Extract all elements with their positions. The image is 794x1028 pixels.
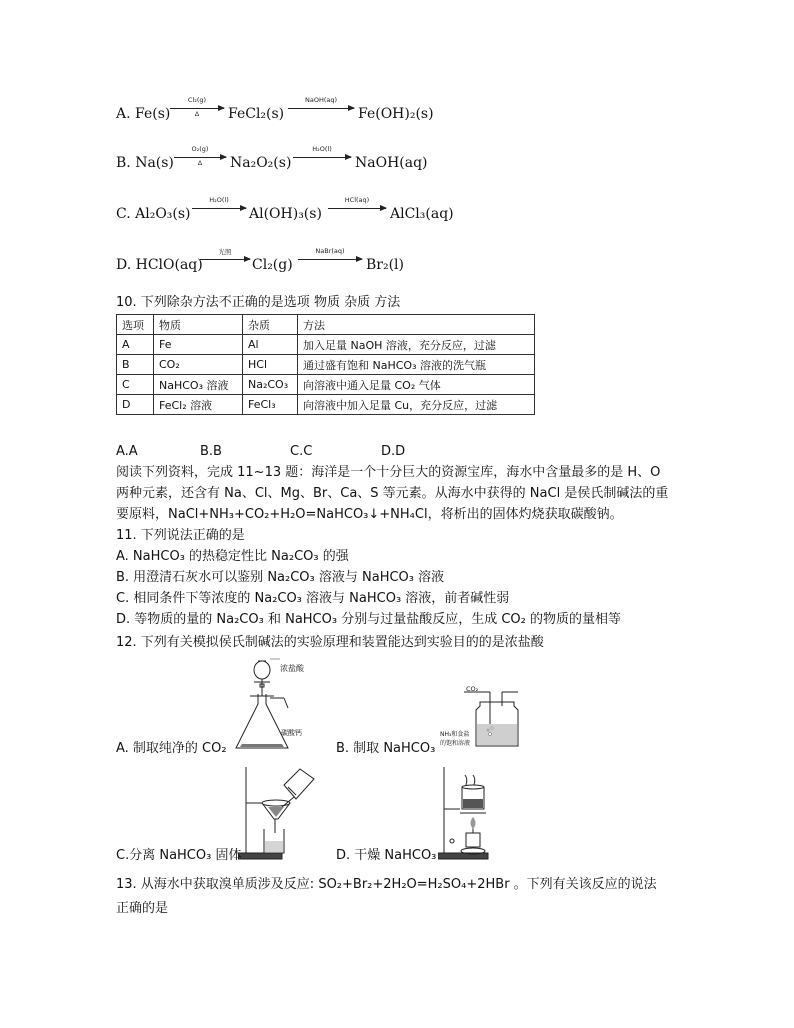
passage-line: 要原料，NaCl+NH₃+CO₂+H₂O=NaHCO₃↓+NH₄Cl，将析出的固体灼烧获取碳酸钠。 <box>116 507 623 522</box>
reaction-arrow <box>170 108 224 109</box>
reaction-arrow <box>192 208 246 209</box>
q12-option-b[interactable]: B. 制取 NaHCO₃ <box>336 741 436 756</box>
q10-table <box>116 314 535 415</box>
reaction-arrow <box>174 157 226 158</box>
product: Fe(OH)₂(s) <box>358 106 434 122</box>
table-cell: 通过盛有饱和 NaHCO₃ 溶液的洗气瓶 <box>298 355 535 375</box>
label-nh3-2: 的饱和溶液 <box>440 740 471 747</box>
choice-b[interactable]: B.B <box>200 444 222 459</box>
condition-second: NaBr(aq) <box>315 247 345 255</box>
reactant: C. Al₂O₃(s) <box>116 206 191 222</box>
table-cell: HCl <box>243 355 298 375</box>
table-header: 杂质 <box>243 315 298 335</box>
choice-d[interactable]: D.D <box>381 444 406 459</box>
table-row <box>117 335 535 355</box>
q13-line: 正确的是 <box>116 901 169 916</box>
passage-line: 阅读下列资料，完成 11~13 题：海洋是一个十分巨大的资源宝库，海水中含量最多的是 H、O <box>116 465 661 480</box>
condition-top: H₂O(l) <box>209 196 229 204</box>
table-cell: Na₂CO₃ <box>243 375 298 395</box>
q11-option-b[interactable]: B. 用澄清石灰水可以鉴别 Na₂CO₃ 溶液与 NaHCO₃ 溶液 <box>116 570 445 585</box>
table-row <box>117 355 535 375</box>
q12-stem: 12. 下列有关模拟侯氏制碱法的实验原理和装置能达到实验目的的是浓盐酸 <box>116 635 544 650</box>
label-hcl: 浓盐酸 <box>280 664 304 673</box>
table-cell: 加入足量 NaOH 溶液，充分反应，过滤 <box>298 335 535 355</box>
table-cell: NaHCO₃ 溶液 <box>154 375 243 395</box>
product: AlCl₃(aq) <box>390 206 454 222</box>
condition-second: HCl(aq) <box>344 196 370 204</box>
table-header-row <box>117 315 535 335</box>
condition-top: 光照 <box>218 248 232 256</box>
table-cell: FeCl₂ 溶液 <box>154 395 243 415</box>
q13-line: 13. 从海水中获取溴单质涉及反应: SO₂+Br₂+2H₂O=H₂SO₄+2HBr 。下列有关该反应的说法 <box>116 877 657 892</box>
q12-option-a[interactable]: A. 制取纯净的 CO₂ <box>116 741 227 756</box>
apparatus-d-heating-icon <box>438 765 498 863</box>
intermediate: Al(OH)₃(s) <box>249 206 322 222</box>
q12-option-c[interactable]: C.分离 NaHCO₃ 固体 <box>116 848 242 863</box>
table-cell: FeCl₃ <box>243 395 298 415</box>
table-cell: A <box>117 335 154 355</box>
condition-top: Cl₂(g) <box>187 96 207 104</box>
reaction-arrow <box>200 259 250 260</box>
condition-top: O₂(g) <box>191 145 209 153</box>
product: Br₂(l) <box>366 257 404 273</box>
table-header: 选项 <box>117 315 154 335</box>
reactant: B. Na(s) <box>116 155 174 171</box>
table-cell: 向溶液中通入足量 CO₂ 气体 <box>298 375 535 395</box>
table-cell: D <box>117 395 154 415</box>
q11-stem: 11. 下列说法正确的是 <box>116 528 245 543</box>
choice-a[interactable]: A.A <box>116 444 138 459</box>
table-row <box>117 395 535 415</box>
reaction-arrow <box>288 108 354 109</box>
label-caco3: 碳酸钙 <box>281 729 302 737</box>
q11-option-c[interactable]: C. 相同条件下等浓度的 Na₂CO₃ 溶液与 NaHCO₃ 溶液，前者碱性弱 <box>116 591 510 606</box>
table-header: 物质 <box>154 315 243 335</box>
reaction-arrow <box>293 157 351 158</box>
q11-option-a[interactable]: A. NaHCO₃ 的热稳定性比 Na₂CO₃ 的强 <box>116 549 349 564</box>
q12-option-d[interactable]: D. 干燥 NaHCO₃ <box>336 848 437 863</box>
product: NaOH(aq) <box>355 155 428 171</box>
table-cell: B <box>117 355 154 375</box>
table-cell: 向溶液中加入足量 Cu，充分反应，过滤 <box>298 395 535 415</box>
intermediate: Cl₂(g) <box>252 257 293 273</box>
condition-second: H₂O(l) <box>312 145 332 153</box>
condition-bottom: Δ <box>194 110 200 118</box>
table-cell: Al <box>243 335 298 355</box>
reactant: A. Fe(s) <box>116 106 171 122</box>
condition-bottom: Δ <box>197 159 203 167</box>
passage-line: 两种元素，还含有 Na、Cl、Mg、Br、Ca、S 等元素。从海水中获得的 NaCl 是侯氏制碱法的重 <box>116 486 669 501</box>
q11-option-d[interactable]: D. 等物质的量的 Na₂CO₃ 和 NaHCO₃ 分别与过量盐酸反应，生成 CO₂ 的物质的量相等 <box>116 612 622 627</box>
label-nh3-1: NH₃和食盐 <box>440 731 470 738</box>
choice-c[interactable]: C.C <box>290 444 313 459</box>
table-row <box>117 375 535 395</box>
table-cell: Fe <box>154 335 243 355</box>
label-co2: CO₂ <box>466 685 479 693</box>
reactant: D. HClO(aq) <box>116 257 203 273</box>
table-cell: CO₂ <box>154 355 243 375</box>
reaction-arrow <box>328 208 386 209</box>
q10-stem: 10. 下列除杂方法不正确的是选项 物质 杂质 方法 <box>116 295 401 310</box>
reaction-arrow <box>298 259 362 260</box>
intermediate: FeCl₂(s) <box>228 106 285 122</box>
apparatus-c-filter-icon <box>238 765 318 863</box>
table-cell: C <box>117 375 154 395</box>
table-header: 方法 <box>298 315 535 335</box>
condition-second: NaOH(aq) <box>304 96 338 104</box>
intermediate: Na₂O₂(s) <box>230 155 292 171</box>
